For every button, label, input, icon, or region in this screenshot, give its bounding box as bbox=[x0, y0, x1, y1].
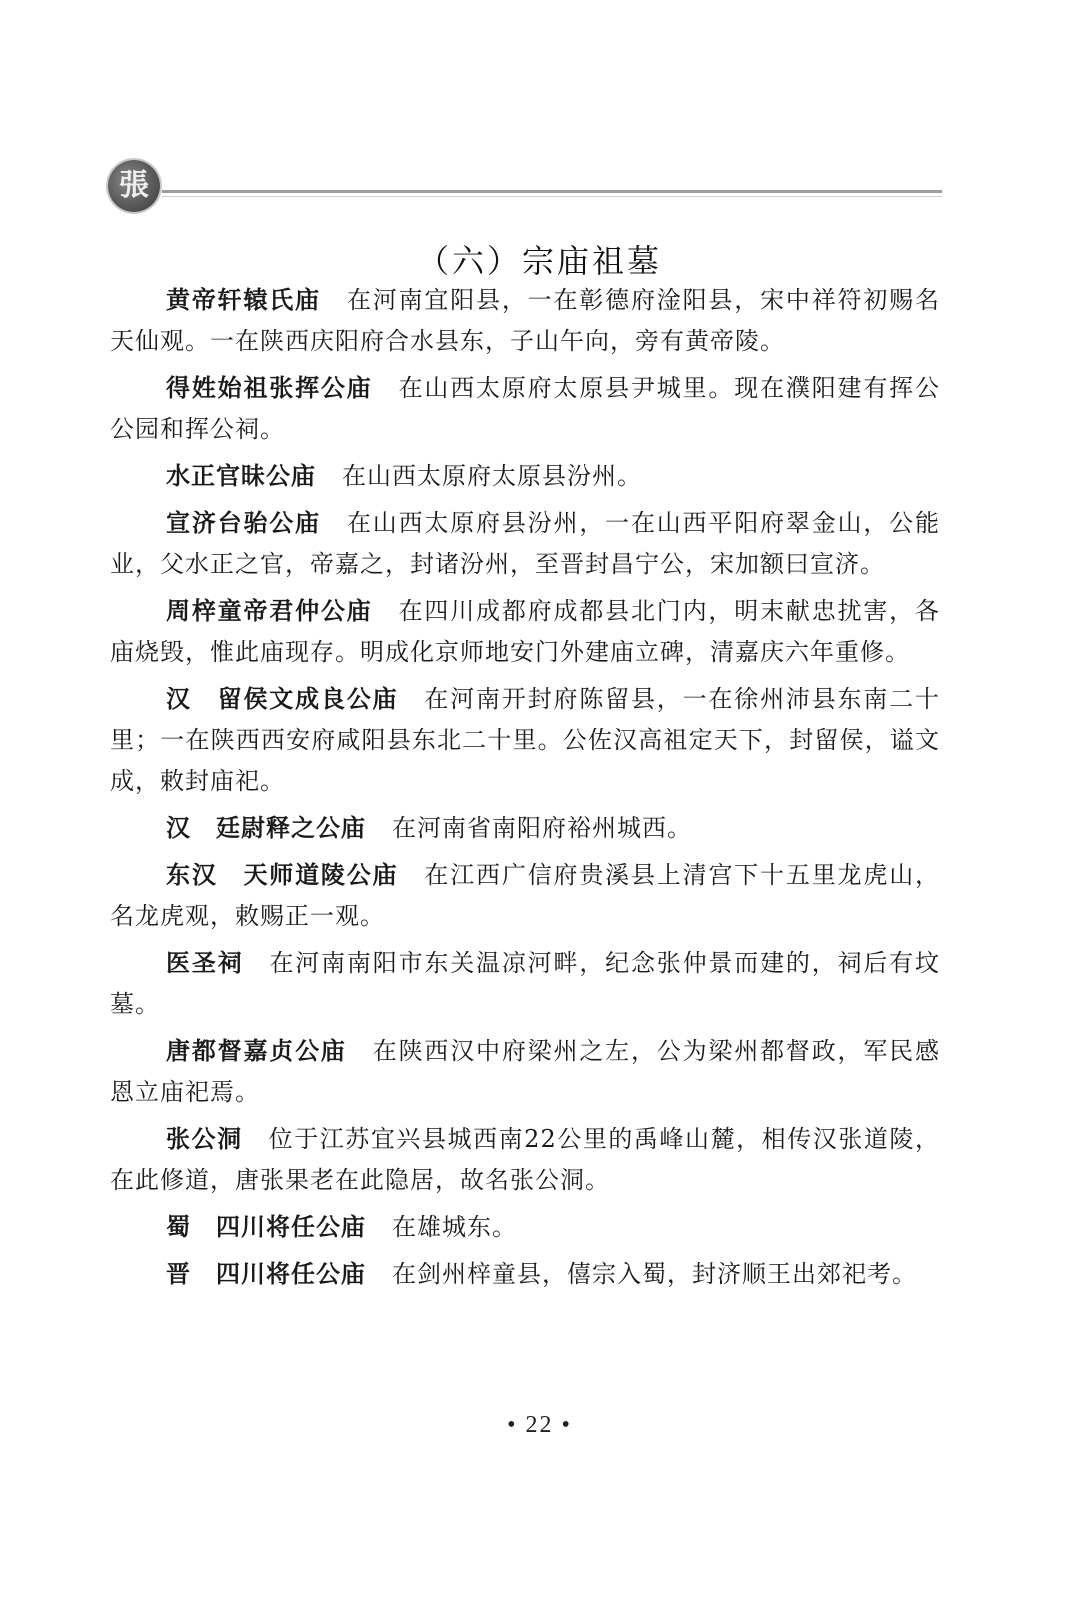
entry-desc: 在河南省南阳府裕州城西。 bbox=[392, 814, 692, 842]
entry-name: 东汉 天师道陵公庙 bbox=[166, 861, 399, 889]
entry bbox=[110, 1119, 940, 1201]
entry-name: 蜀 四川将任公庙 bbox=[166, 1213, 366, 1241]
entry-desc: 在剑州梓童县，僖宗入蜀，封济顺王出郊祀考。 bbox=[392, 1260, 917, 1288]
entry-name: 唐都督嘉贞公庙 bbox=[166, 1037, 347, 1065]
entry-desc: 在河南宜阳县，一在彰德府淦阳县，宋中祥符初赐名天仙观。一在陕西庆阳府合水县东，子山午向，旁有黄帝陵。 bbox=[110, 286, 941, 355]
entry-name: 宣济台骀公庙 bbox=[166, 509, 321, 537]
entry bbox=[110, 808, 940, 849]
header-rule bbox=[162, 190, 942, 193]
entry bbox=[110, 456, 940, 497]
entry bbox=[110, 280, 940, 362]
entry bbox=[110, 503, 940, 585]
entry-desc: 位于江苏宜兴县城西南22公里的禹峰山麓，相传汉张道陵，在此修道，唐张果老在此隐居，故名张公洞。 bbox=[110, 1125, 940, 1194]
entry-desc: 在雄城东。 bbox=[392, 1213, 517, 1241]
entry-name: 医圣祠 bbox=[166, 949, 244, 977]
entry bbox=[110, 368, 940, 450]
entry-name: 汉 廷尉释之公庙 bbox=[166, 814, 366, 842]
entry-name: 周梓童帝君仲公庙 bbox=[166, 597, 373, 625]
entry-desc: 在河南开封府陈留县，一在徐州沛县东南二十里；一在陕西西安府咸阳县东北二十里。公佐汉高祖定天下，封留侯，谥文成，敕封庙祀。 bbox=[110, 685, 941, 795]
entry bbox=[110, 943, 940, 1025]
entry-name: 张公洞 bbox=[166, 1125, 243, 1153]
entry-desc: 在山西太原府县汾州，一在山西平阳府翠金山，公能业，父水正之官，帝嘉之，封诸汾州，至晋封昌宁公，宋加额曰宣济。 bbox=[110, 509, 941, 578]
entry-name: 汉 留侯文成良公庙 bbox=[166, 685, 399, 713]
header-rule-thin bbox=[162, 196, 942, 197]
entry bbox=[110, 1207, 940, 1248]
entry bbox=[110, 855, 940, 937]
entry-desc: 在河南南阳市东关温凉河畔，纪念张仲景而建的，祠后有坟墓。 bbox=[110, 949, 941, 1018]
entry-desc: 在四川成都府成都县北门内，明末献忠扰害，各庙烧毁，惟此庙现存。明成化京师地安门外建庙立碑，清嘉庆六年重修。 bbox=[110, 597, 941, 666]
page-number: • 22 • bbox=[507, 1412, 572, 1438]
entry bbox=[110, 591, 940, 673]
entry-name: 晋 四川将任公庙 bbox=[166, 1260, 366, 1288]
entry-name: 水正官昧公庙 bbox=[166, 462, 316, 490]
entry-desc: 在山西太原府太原县汾州。 bbox=[342, 462, 642, 490]
entry-desc: 在陕西汉中府梁州之左，公为梁州都督政，军民感恩立庙祀焉。 bbox=[110, 1037, 940, 1106]
entry bbox=[110, 679, 940, 802]
entry-desc: 在江西广信府贵溪县上清宫下十五里龙虎山，名龙虎观，敕赐正一观。 bbox=[110, 861, 941, 930]
section-title: （六）宗庙祖墓 bbox=[416, 242, 662, 280]
entry bbox=[110, 1031, 940, 1113]
entry-desc: 在山西太原府太原县尹城里。现在濮阳建有挥公公园和挥公祠。 bbox=[110, 374, 941, 443]
zhang-emblem-icon: 張 bbox=[108, 160, 160, 212]
entry-name: 黄帝轩辕氏庙 bbox=[166, 286, 321, 314]
entry-list bbox=[110, 280, 940, 1301]
entry bbox=[110, 1254, 940, 1295]
entry-name: 得姓始祖张挥公庙 bbox=[166, 374, 373, 402]
